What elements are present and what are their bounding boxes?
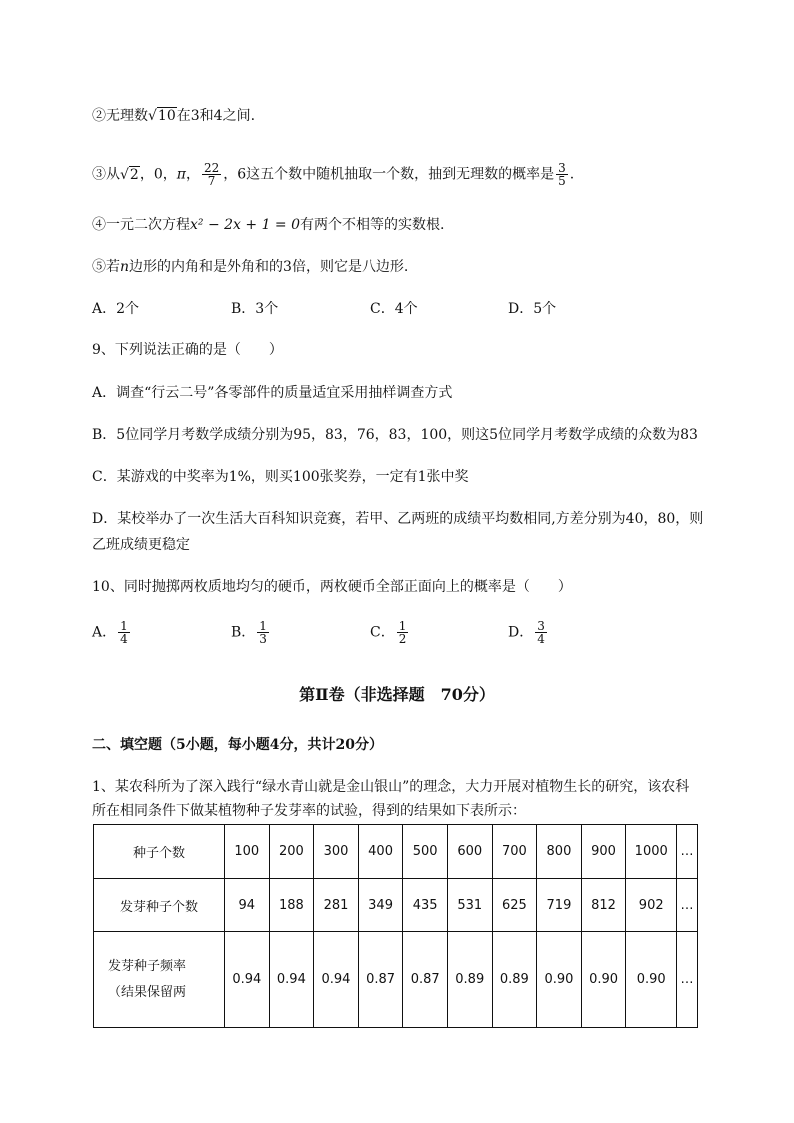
table-cell: 94	[225, 879, 270, 932]
row-header-germination-rate	[94, 932, 225, 1028]
q9-option-d-line1[interactable]: D．某校举办了一次生活大百科知识竞赛，若甲、乙两班的成绩平均数相同,方差分别为40，80，则	[92, 511, 704, 527]
table-cell: 200	[269, 825, 314, 879]
fraction-denominator: 4	[537, 632, 545, 646]
table-cell: 100	[225, 825, 270, 879]
table-cell: …	[677, 879, 698, 932]
statement-3-separator: ，	[185, 166, 200, 183]
variable-n: n	[120, 259, 130, 275]
fill-q1-line1: 1、某农科所为了深入践行“绿水青山就是金山银山”的理念，大力开展对植物生长的研究，该农科	[92, 779, 690, 795]
table-row	[94, 879, 698, 932]
q9-stem: 9、下列说法正确的是（ ）	[92, 342, 283, 358]
statement-5-prefix: ⑤若	[92, 259, 120, 275]
fraction-numerator: 3	[537, 619, 545, 633]
fraction-denominator: 2	[398, 632, 407, 646]
statement-2-suffix: 在3和4之间.	[176, 108, 256, 124]
table-cell: 500	[403, 825, 448, 879]
statement-5	[92, 257, 702, 277]
statement-2	[92, 106, 702, 126]
table-row	[94, 932, 698, 1028]
table-cell: 300	[314, 825, 359, 879]
table-cell: 349	[358, 879, 403, 932]
q9-option-b[interactable]: B．5位同学月考数学成绩分别为95，83，76，83，100，则这5位同学月考数学成绩的众数为83	[92, 427, 698, 443]
table-cell: 435	[403, 879, 448, 932]
fraction-3-5	[556, 162, 568, 187]
table-cell: 281	[314, 879, 359, 932]
table-cell: 188	[269, 879, 314, 932]
table-cell: 600	[447, 825, 492, 879]
option-label: B．	[231, 624, 256, 641]
table-cell: 0.89	[447, 932, 492, 1028]
q8-option-c[interactable]: C．4个	[370, 301, 418, 317]
q9-option-c[interactable]: C．某游戏的中奖率为1%，则买100张奖券，一定有1张中奖	[92, 469, 469, 485]
sqrt-10-radicand: 10	[157, 108, 176, 124]
fraction-1-2	[397, 620, 409, 645]
statement-3	[92, 162, 702, 187]
table-cell: 0.90	[581, 932, 626, 1028]
table-cell: 800	[537, 825, 582, 879]
pi-symbol: π	[176, 166, 186, 183]
table-cell: 0.90	[537, 932, 582, 1028]
table-cell: …	[677, 932, 698, 1028]
q8-option-b[interactable]: B．3个	[231, 301, 279, 317]
table-row	[94, 825, 698, 879]
fraction-numerator: 22	[203, 161, 220, 175]
germination-table	[93, 824, 698, 1028]
table-cell: 812	[581, 879, 626, 932]
sqrt-2: √2	[120, 166, 139, 183]
table-cell: 0.94	[225, 932, 270, 1028]
table-cell: 0.87	[403, 932, 448, 1028]
statement-5-suffix: 边形的内角和是外角和的3倍，则它是八边形.	[129, 259, 409, 275]
table-cell: 900	[581, 825, 626, 879]
sqrt-10: √10	[148, 108, 176, 124]
row-header-germinated-count: 发芽种子个数	[94, 879, 225, 932]
statement-3-zero: ，0，	[139, 166, 177, 183]
statement-3-text: ，6这五个数中随机抽取一个数，抽到无理数的概率是	[223, 166, 555, 183]
fraction-denominator: 4	[120, 632, 128, 646]
table-cell: 0.90	[626, 932, 677, 1028]
q9-option-d-line2: 乙班成绩更稳定	[92, 537, 190, 553]
quadratic-equation: x² − 2x + 1 = 0	[190, 217, 301, 233]
q10-option-c[interactable]	[370, 620, 410, 645]
fraction-denominator: 5	[558, 174, 566, 188]
table-cell: 400	[358, 825, 403, 879]
table-cell: 719	[537, 879, 582, 932]
q10-option-a[interactable]	[92, 620, 132, 645]
fraction-numerator: 1	[120, 619, 128, 633]
statement-3-end: .	[569, 166, 575, 183]
fraction-numerator: 3	[558, 161, 566, 175]
statement-3-prefix: ③从	[92, 166, 120, 183]
table-cell: 531	[447, 879, 492, 932]
fill-q1-line2: 所在相同条件下做某植物种子发芽率的试验，得到的结果如下表所示：	[92, 803, 526, 819]
option-label: C．	[370, 624, 395, 641]
table-cell: …	[677, 825, 698, 879]
fraction-3-4	[535, 620, 547, 645]
statement-2-prefix: ②无理数	[92, 108, 148, 124]
q10-option-d[interactable]	[508, 620, 549, 645]
row-header-line2: （结果保留两	[108, 984, 187, 1000]
fraction-1-3	[257, 620, 269, 645]
fraction-22-7	[202, 162, 221, 187]
statement-4	[92, 215, 702, 235]
table-cell: 700	[492, 825, 537, 879]
table-cell: 0.89	[492, 932, 537, 1028]
q8-option-d[interactable]: D．5个	[508, 301, 557, 317]
option-label: A．	[92, 624, 117, 641]
fraction-numerator: 1	[259, 619, 267, 633]
fraction-denominator: 7	[207, 174, 216, 188]
table-cell: 0.94	[314, 932, 359, 1028]
fraction-1-4	[118, 620, 130, 645]
section-subtitle: 二、填空题（5小题，每小题4分，共计20分）	[92, 737, 383, 753]
table-cell: 625	[492, 879, 537, 932]
table-cell: 0.94	[269, 932, 314, 1028]
q9-option-a[interactable]: A．调查“行云二号”各零部件的质量适宜采用抽样调查方式	[92, 385, 453, 401]
statement-4-suffix: 有两个不相等的实数根.	[300, 217, 445, 233]
table-cell: 902	[626, 879, 677, 932]
q10-option-b[interactable]	[231, 620, 271, 645]
row-header-seed-count: 种子个数	[94, 825, 225, 879]
sqrt-2-radicand: 2	[129, 166, 139, 183]
q10-stem: 10、同时抛掷两枚质地均匀的硬币，两枚硬币全部正面向上的概率是（ ）	[92, 579, 572, 595]
option-label: D．	[508, 624, 534, 641]
row-header-line1: 发芽种子频率	[108, 958, 187, 974]
fraction-numerator: 1	[398, 619, 407, 633]
table-cell: 1000	[626, 825, 677, 879]
statement-4-prefix: ④一元二次方程	[92, 217, 190, 233]
table-cell: 0.87	[358, 932, 403, 1028]
section-title: 第Ⅱ卷（非选择题 70分）	[299, 685, 495, 704]
q8-option-a[interactable]: A．2个	[92, 301, 140, 317]
fraction-denominator: 3	[259, 632, 267, 646]
